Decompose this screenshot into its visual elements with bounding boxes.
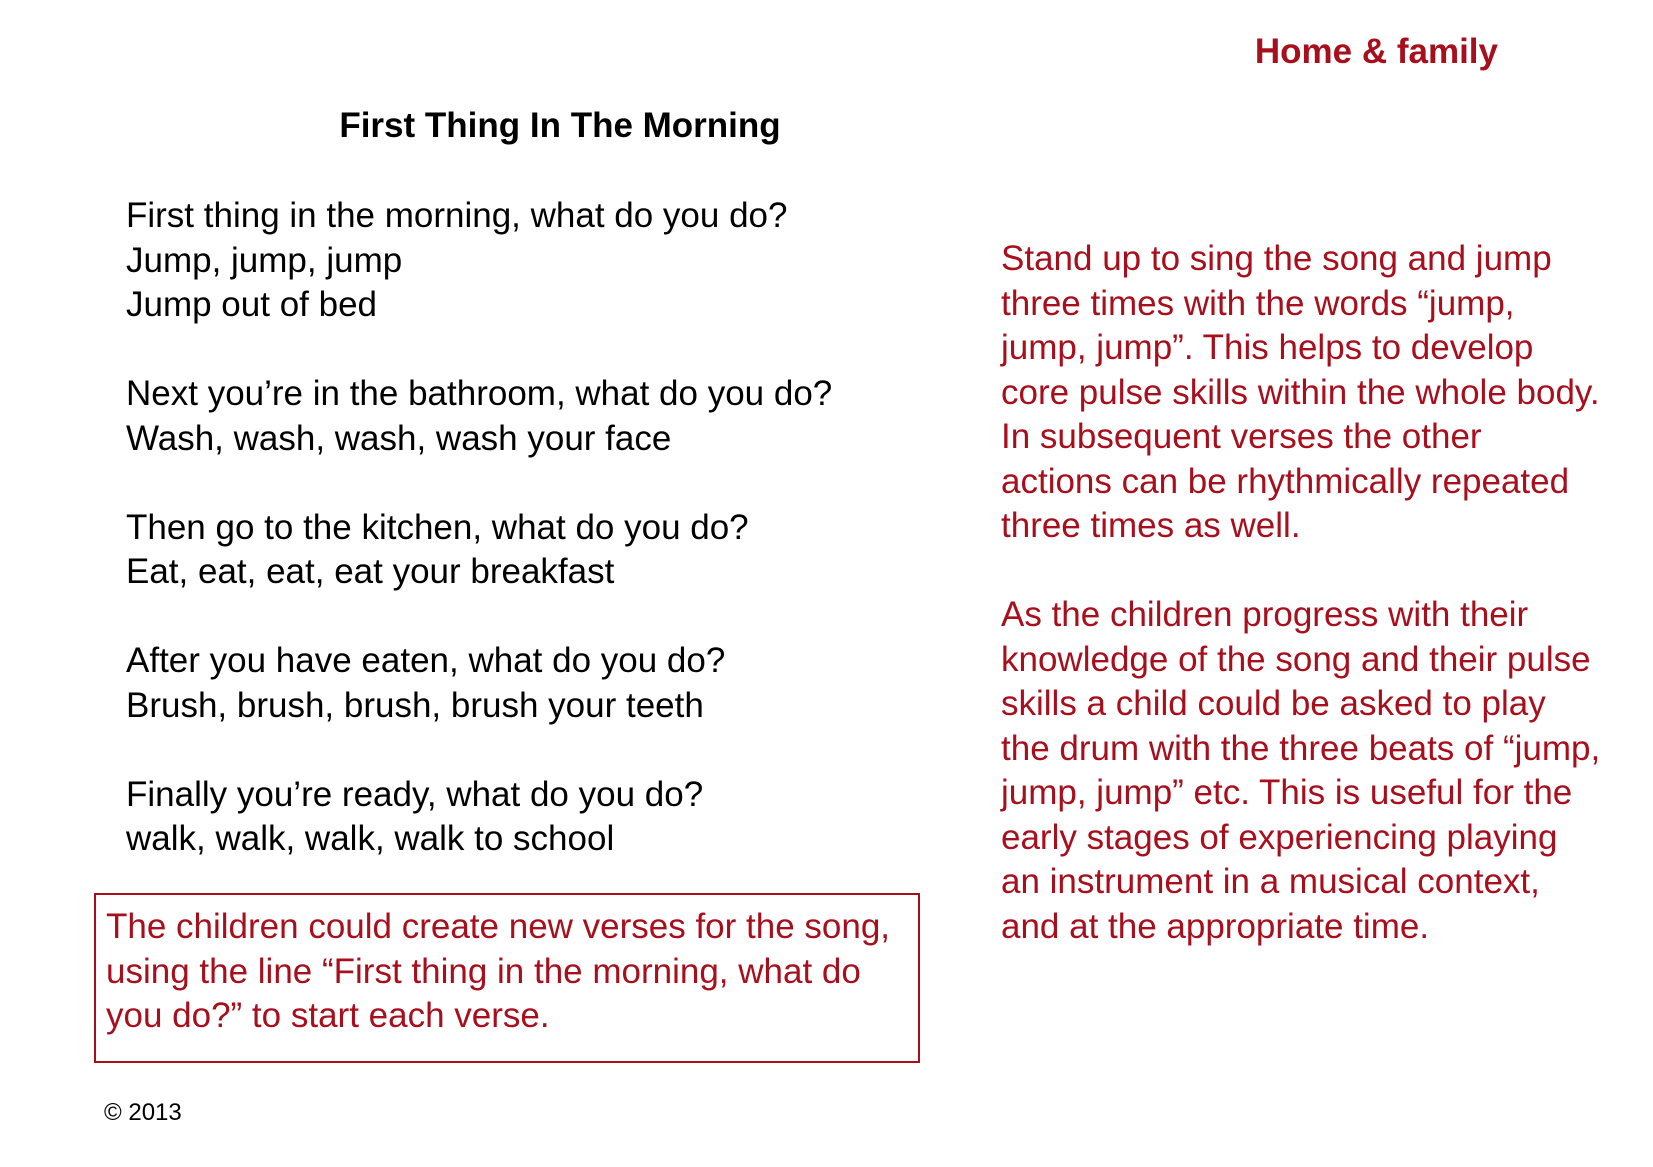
lyric-line: Wash, wash, wash, wash your face bbox=[126, 418, 672, 458]
lyric-line: First thing in the morning, what do you do? bbox=[126, 196, 788, 235]
copyright-notice: © 2013 bbox=[104, 1099, 182, 1126]
lyric-line: Eat, eat, eat, eat your breakfast bbox=[126, 552, 615, 591]
lyric-line: Then go to the kitchen, what do you do? bbox=[126, 507, 749, 547]
lyric-line: Jump out of bed bbox=[126, 285, 377, 324]
lyric-line: Brush, brush, brush, brush your teeth bbox=[126, 685, 704, 725]
verse-3 bbox=[126, 506, 926, 595]
category-heading: Home & family bbox=[1254, 32, 1498, 71]
notes-paragraph-1: Stand up to sing the song and jump three times with the words “jump, jump, jump”. This helps to develop core pulse skills within the whole body. In subsequent verses the other actions can be rhythmically repeated three times as well. bbox=[1001, 239, 1600, 545]
verse-2 bbox=[126, 372, 926, 461]
activity-text: The children could create new verses for the song, using the line “First thing in the morning, what do you do?” to start each verse. bbox=[106, 907, 891, 1035]
verse-4 bbox=[126, 639, 926, 728]
teaching-notes bbox=[1001, 237, 1601, 949]
lyric-line: After you have eaten, what do you do? bbox=[126, 641, 726, 680]
verse-5 bbox=[126, 773, 926, 862]
lyric-line: Jump, jump, jump bbox=[126, 240, 403, 280]
song-lyrics bbox=[126, 194, 926, 862]
lyric-line: walk, walk, walk, walk to school bbox=[126, 819, 615, 858]
lyric-line: Finally you’re ready, what do you do? bbox=[126, 774, 704, 814]
lyric-line: Next you’re in the bathroom, what do you do? bbox=[126, 374, 833, 413]
song-title: First Thing In The Morning bbox=[339, 106, 781, 145]
verse-1 bbox=[126, 194, 926, 328]
activity-box bbox=[94, 893, 920, 1063]
notes-paragraph-2: As the children progress with their knowledge of the song and their pulse skills a child could be asked to play the drum with the three beats of “jump, jump, jump” etc. This is useful for the early stages of experiencing playing an instrument in a musical context, and at the appropriate time. bbox=[1001, 595, 1601, 946]
